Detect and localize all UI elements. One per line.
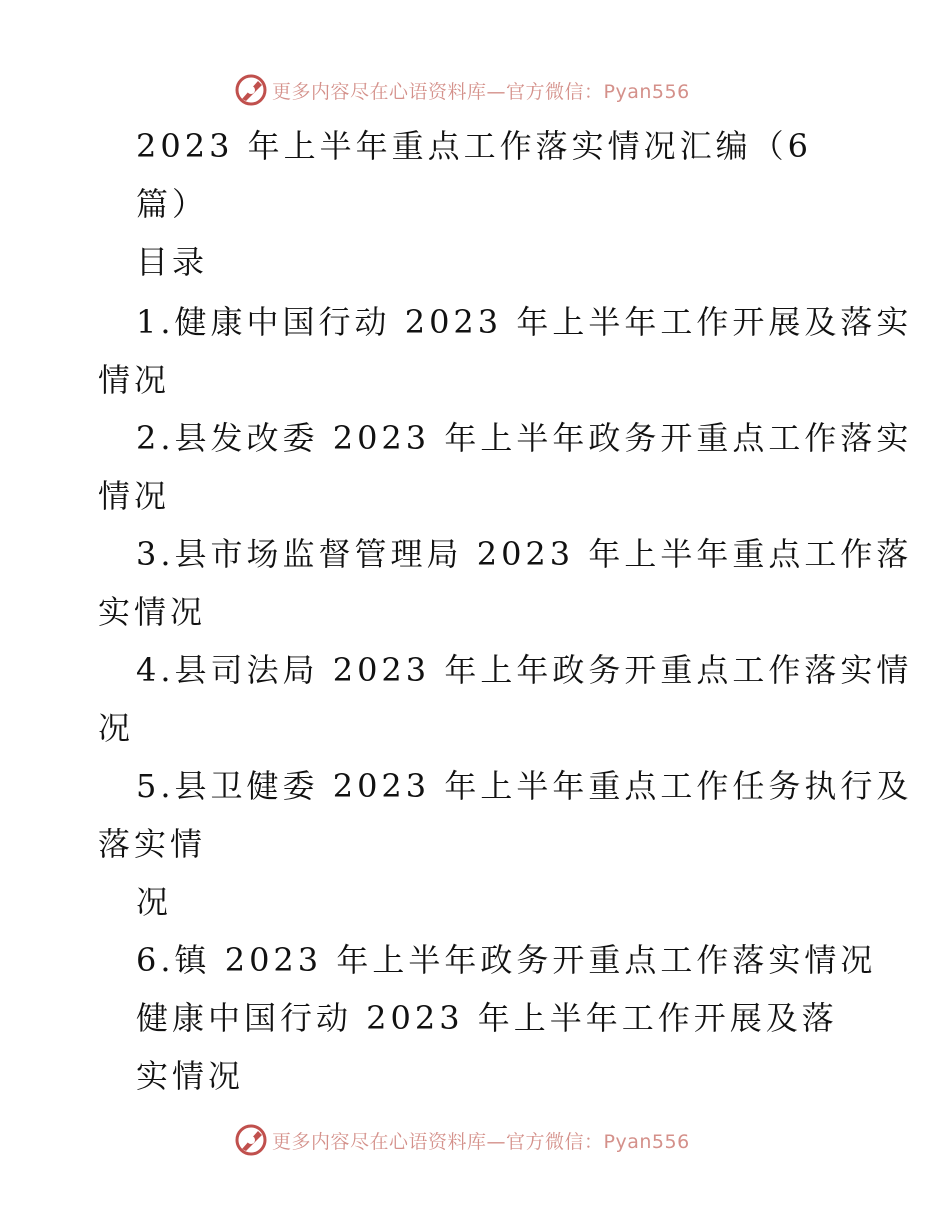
section-title-line2: 实情况 (136, 1057, 245, 1095)
toc-item-1: 1.健康中国行动 2023 年上半年工作开展及落实 (136, 303, 913, 341)
document-title-line1: 2023 年上半年重点工作落实情况汇编（6 (136, 127, 812, 165)
pen-logo-icon (234, 73, 268, 107)
toc-item-3: 3.县市场监督管理局 2023 年上半年重点工作落 (136, 535, 913, 573)
watermark-banner-bottom (0, 1120, 950, 1160)
toc-item-1-cont: 情况 (98, 361, 171, 399)
toc-item-2-cont: 情况 (98, 477, 171, 515)
document-title-line2: 篇） (136, 185, 209, 223)
toc-item-4-cont: 况 (98, 709, 135, 747)
watermark-text: 更多内容尽在心语资料库—官方微信：Pyan556 (272, 80, 690, 103)
toc-item-4: 4.县司法局 2023 年上年政务开重点工作落实情 (136, 651, 913, 689)
toc-item-3-cont: 实情况 (98, 593, 207, 631)
section-title-line1: 健康中国行动 2023 年上半年工作开展及落 (136, 999, 838, 1037)
pen-logo-icon (234, 1123, 268, 1157)
toc-heading: 目录 (136, 243, 209, 281)
toc-item-6: 6.镇 2023 年上半年政务开重点工作落实情况 (136, 941, 877, 979)
toc-item-5-cont: 落实情 (98, 825, 207, 863)
toc-item-5: 5.县卫健委 2023 年上半年重点工作任务执行及 (136, 767, 913, 805)
toc-item-2: 2.县发改委 2023 年上半年政务开重点工作落实 (136, 419, 913, 457)
watermark-text: 更多内容尽在心语资料库—官方微信：Pyan556 (272, 1130, 690, 1153)
toc-item-5-cont2: 况 (136, 883, 173, 921)
watermark-banner-top (0, 70, 950, 110)
